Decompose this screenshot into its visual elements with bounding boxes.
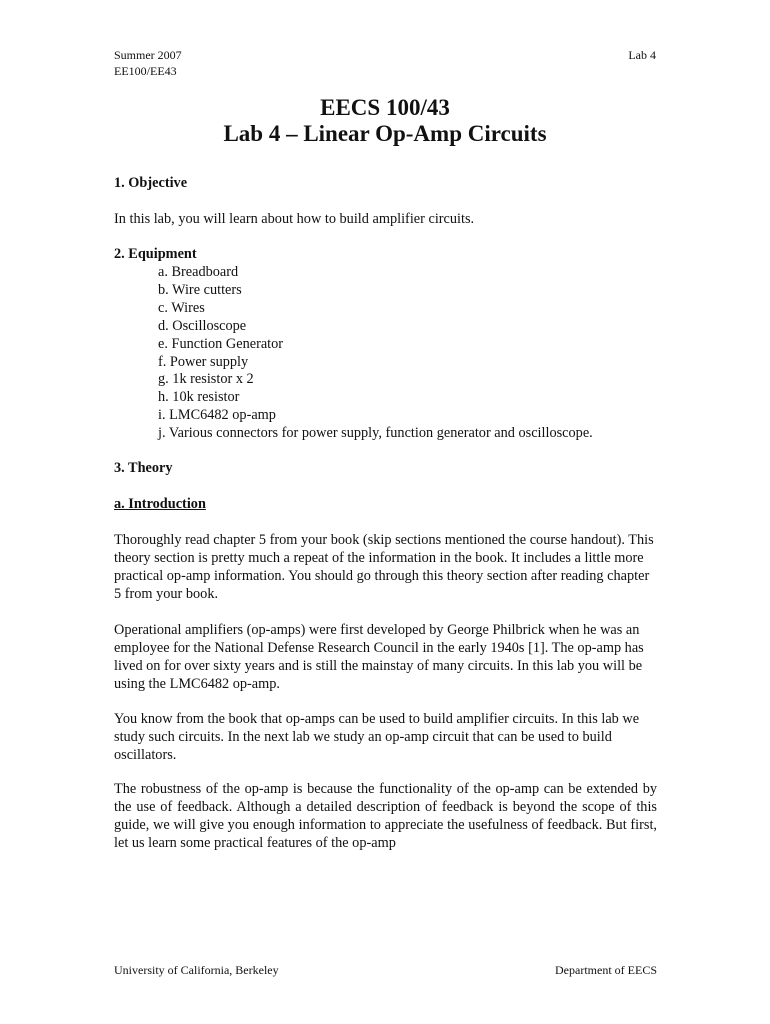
- equipment-item: b. Wire cutters: [158, 281, 242, 298]
- equipment-item: e. Function Generator: [158, 335, 284, 352]
- footer-department: Department of EECS: [555, 963, 657, 977]
- objective-text: In this lab, you will learn about how to build amplifier circuits.: [114, 211, 475, 227]
- theory-heading: 3. Theory: [114, 460, 173, 476]
- page-subtitle: Lab 4 – Linear Op-Amp Circuits: [223, 121, 547, 146]
- header-term: Summer 2007: [114, 48, 182, 62]
- intro-paragraph-1: Thoroughly read chapter 5 from your book (skip sections mentioned the course handout). This theory section is pretty much a repeat of the information in the book. It includes a little more practical op-amp information. You should go through this theory section after reading chapter 5 from your book.: [114, 532, 654, 602]
- objective-heading: 1. Objective: [114, 175, 188, 191]
- header-left: [114, 47, 182, 79]
- equipment-item: i. LMC6482 op-amp: [158, 407, 276, 424]
- equipment-list: [158, 264, 593, 443]
- introduction-subheading: a. Introduction: [114, 496, 206, 512]
- equipment-item: f. Power supply: [158, 353, 249, 370]
- equipment-item: h. 10k resistor: [158, 389, 240, 406]
- equipment-item: c. Wires: [158, 299, 205, 316]
- equipment-item: j. Various connectors for power supply, function generator and oscilloscope.: [158, 425, 593, 442]
- equipment-heading: 2. Equipment: [114, 246, 197, 262]
- page-title: EECS 100/43: [320, 95, 450, 120]
- equipment-item: d. Oscilloscope: [158, 317, 247, 334]
- header-lab-number: Lab 4: [628, 48, 656, 62]
- header-course: EE100/EE43: [114, 64, 177, 78]
- intro-paragraph-4: The robustness of the op-amp is because the functionality of the op-amp can be extended by the use of feedback. Although a detailed description of feedback is beyond the scope of this guide, we will give you enough information to appreciate the usefulness of feedback. But first, let us learn some practical features of the op-amp: [114, 781, 657, 851]
- equipment-item: g. 1k resistor x 2: [158, 371, 254, 388]
- intro-paragraph-2: Operational amplifiers (op-amps) were first developed by George Philbrick when he was an employee for the National Defense Research Council in the early 1940s [1]. The op-amp has lived on for over sixty years and is still the mainstay of many circuits. In this lab you will be using the LMC6482 op-amp.: [114, 622, 644, 692]
- footer-university: University of California, Berkeley: [114, 963, 279, 977]
- intro-paragraph-3: You know from the book that op-amps can be used to build amplifier circuits. In this lab we study such circuits. In the next lab we study an op-amp circuit that can be used to build oscillators.: [114, 711, 640, 763]
- equipment-item: a. Breadboard: [158, 264, 239, 280]
